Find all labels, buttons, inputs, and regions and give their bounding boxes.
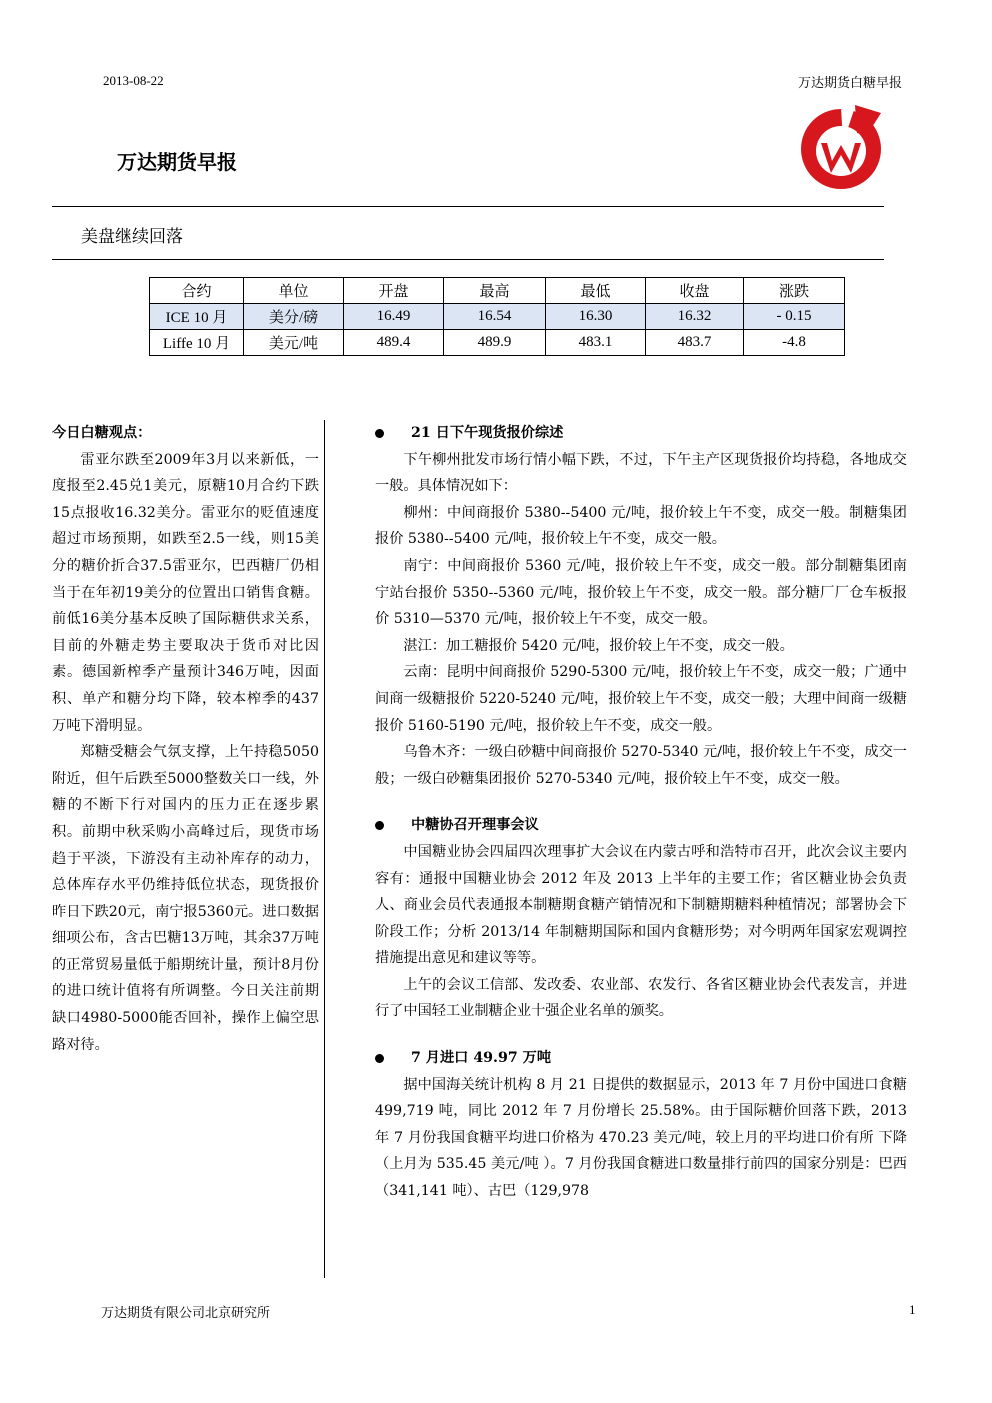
column-header: 合约: [150, 278, 244, 304]
column-header: 开盘: [344, 278, 444, 304]
table-header-row: [150, 278, 845, 304]
section-paragraph: 下午柳州批发市场行情小幅下跌，不过，下午主产区现货报价均持稳，各地成交一般。具体情况如下：: [375, 451, 907, 495]
divider: [52, 259, 884, 260]
section-paragraph: 云南：昆明中间商报价 5290-5300 元/吨，报价较上午不变，成交一般；广通中间商一级糖报价 5220-5240 元/吨，报价较上午不变，成交一般；大理中间商一级糖报价 5160-5190 元/吨，报价较上午不变，成交一般。: [375, 664, 907, 734]
outlook-paragraph: 郑糖受糖会气氛支撑，上午持稳5050附近，但午后跌至5000整数关口一线，外糖的不断下行对国内的压力正在逐步累积。前期中秋采购小高峰过后，现货市场趋于平淡，下游没有主动补库存的动力，总体库存水平仍维持低位状态，现货报价昨日下跌20元，南宁报5360元。进口数据细项公布，含古巴糖13万吨，其余37万吨的正常贸易量低于船期统计量，预计8月份的进口统计值将有所调整。今日关注前期缺口4980-5000能否回补，操作上偏空思路对待。: [52, 744, 319, 1053]
page-number: 1: [909, 1302, 916, 1317]
table-cell: 483.7: [646, 330, 744, 356]
table-cell: - 0.15: [744, 304, 845, 330]
section-paragraph: 湛江：加工糖报价 5420 元/吨，报价较上午不变，成交一般。: [403, 637, 794, 654]
bullet-icon: [375, 1054, 384, 1063]
news-section: [375, 420, 907, 792]
footer-company: 万达期货有限公司北京研究所: [101, 1306, 271, 1321]
wanda-futures-logo-icon: [795, 103, 887, 195]
table-cell: 489.9: [444, 330, 546, 356]
table-row: [150, 304, 845, 330]
column-header: 最高: [444, 278, 546, 304]
section-heading: [375, 420, 907, 447]
section-paragraph: 乌鲁木齐：一级白砂糖中间商报价 5270-5340 元/吨，报价较上午不变，成交一般；一级白砂糖集团报价 5270-5340 元/吨，报价较上午不变，成交一般。: [375, 744, 907, 787]
bullet-icon: [375, 429, 384, 438]
section-heading-text: 21 日下午现货报价综述: [411, 425, 564, 441]
section-paragraph: 南宁：中间商报价 5360 元/吨，报价较上午不变，成交一般。部分制糖集团南宁站台报价 5350--5360 元/吨，报价较上午不变，成交一般。部分糖厂厂仓车板报价 5310—5370 元/吨，报价较上午不变，成交一般。: [375, 557, 907, 628]
table-cell: 483.1: [546, 330, 646, 356]
page-title: 万达期货早报: [117, 150, 237, 174]
outlook-paragraph: 雷亚尔跌至2009年3月以来新低，一度报至2.45兑1美元，原糖10月合约下跌15点报收16.32美分。雷亚尔的贬值速度超过市场预期，如跌至2.5一线，则15美分的糖价折合37.5雷亚尔，巴西糖厂仍相当于在年初19美分的位置出口销售食糖。前低16美分基本反映了国际糖供求关系，目前的外糖走势主要取决于货币对比因素。德国新榨季产量预计346万吨，因面积、单产和糖分均下降，较本榨季的437万吨下滑明显。: [52, 451, 319, 734]
column-divider: [324, 420, 325, 1278]
report-name: 万达期货白糖早报: [797, 76, 902, 91]
section-paragraph: 柳州：中间商报价 5380--5400 元/吨，报价较上午不变，成交一般。制糖集团报价 5380--5400 元/吨，报价较上午不变，成交一般。: [375, 504, 907, 548]
table-cell: ICE 10 月: [150, 304, 244, 330]
table-cell: 489.4: [344, 330, 444, 356]
table-row: [150, 330, 845, 356]
column-header: 涨跌: [744, 278, 845, 304]
column-header: 单位: [244, 278, 344, 304]
table-cell: Liffe 10 月: [150, 330, 244, 356]
quotes-table: [149, 277, 845, 356]
column-header: 收盘: [646, 278, 744, 304]
table-cell: 16.32: [646, 304, 744, 330]
news-column: [375, 420, 907, 1225]
section-heading-text: 7 月进口 49.97 万吨: [411, 1050, 552, 1067]
section-paragraph: 中国糖业协会四届四次理事扩大会议在内蒙古呼和浩特市召开，此次会议主要内容有：通报中国糖业协会 2012 年及 2013 上半年的主要工作；省区糖业协会负责人、商业会员代表通报本制糖期食糖产销情况和下制糖期糖料种植情况；部署协会下阶段工作；分析 2013/14 年制糖期国际和国内食糖形势；对今明两年国家宏观调控措施提出意见和建议等等。: [375, 843, 907, 967]
column-header: 最低: [546, 278, 646, 304]
headline: 美盘继续回落: [81, 227, 183, 247]
table-cell: 16.30: [546, 304, 646, 330]
section-heading: [375, 1045, 907, 1072]
table-cell: 美分/磅: [244, 304, 344, 330]
section-paragraph: 上午的会议工信部、发改委、农业部、农发行、各省区糖业协会代表发言，并进行了中国轻工业制糖企业十强企业名单的颁奖。: [375, 976, 907, 1020]
news-section: [375, 812, 907, 1025]
outlook-heading: 今日白糖观点：: [52, 425, 152, 441]
table-cell: 16.54: [444, 304, 546, 330]
section-heading: [375, 812, 907, 839]
report-date: 2013-08-22: [103, 73, 164, 88]
section-heading-text: 中糖协召开理事会议: [411, 817, 539, 834]
outlook-column: [52, 420, 319, 1058]
table-cell: 16.49: [344, 304, 444, 330]
divider: [52, 206, 884, 207]
news-section: [375, 1045, 907, 1205]
section-paragraph: 据中国海关统计机构 8 月 21 日提供的数据显示，2013 年 7 月份中国进口食糖 499,719 吨，同比 2012 年 7 月份增长 25.58%。由于国际糖价回落下跌，2013 年 7 月份我国食糖平均进口价格为 470.23 美元/吨，较上月的平均进口价有所 下降（上月为 535.45 美元/吨 ）。7 月份我国食糖进口数量排行前四的国家分别是：巴西（341,141 吨）、古巴（129,978: [375, 1076, 907, 1200]
table-cell: 美元/吨: [244, 330, 344, 356]
table-cell: -4.8: [744, 330, 845, 356]
bullet-icon: [375, 821, 384, 830]
